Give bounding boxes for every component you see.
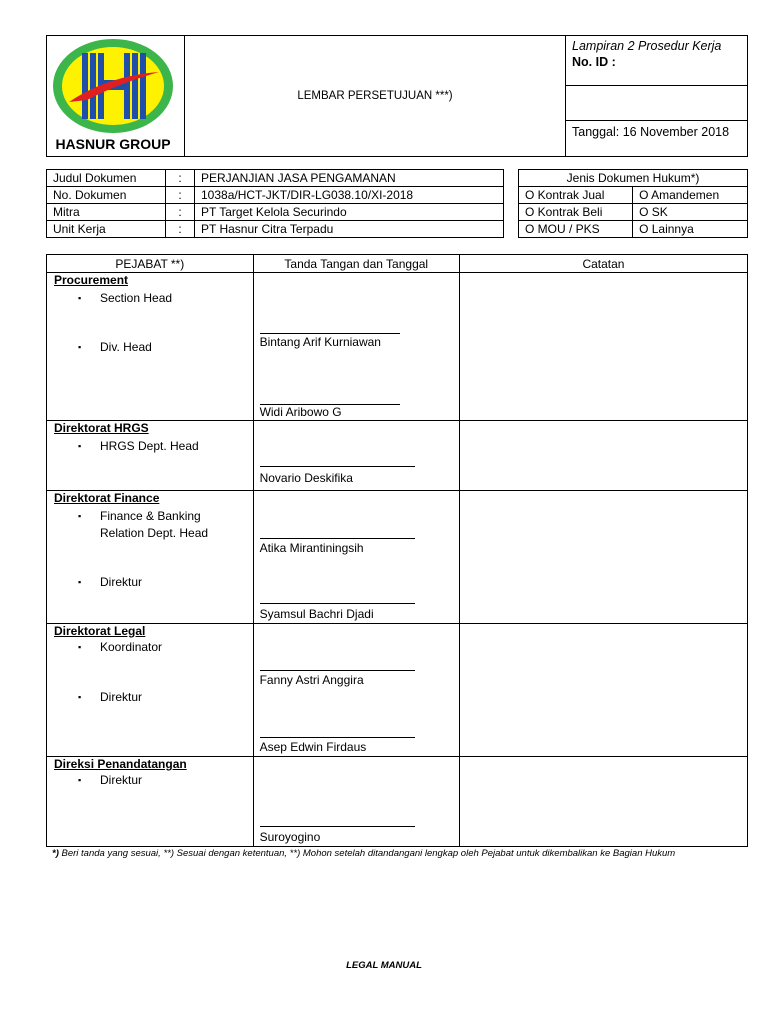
jenis-option[interactable]: O Kontrak Beli bbox=[519, 204, 633, 221]
meta-cell bbox=[566, 36, 748, 157]
signature-line[interactable] bbox=[260, 333, 400, 334]
signature-line[interactable] bbox=[260, 670, 415, 671]
doc-info-sep: : bbox=[166, 221, 195, 238]
logo-text: HASNUR GROUP bbox=[55, 136, 171, 152]
doc-info-row bbox=[47, 170, 504, 187]
role-label: Koordinator bbox=[100, 640, 163, 654]
doc-info-value: PT Target Kelola Securindo bbox=[195, 204, 504, 221]
section-title: Direksi Penandatangan bbox=[54, 757, 187, 771]
bullet-icon: ▪ bbox=[78, 293, 82, 303]
doc-info-row bbox=[47, 187, 504, 204]
meta-blank bbox=[566, 86, 747, 121]
lampiran-label: Lampiran 2 Prosedur Kerja bbox=[572, 39, 722, 53]
approval-section-legal bbox=[47, 624, 748, 757]
role-label: Section Head bbox=[100, 291, 173, 305]
bullet-icon: ▪ bbox=[78, 441, 82, 451]
doc-info-row bbox=[47, 204, 504, 221]
signature-line[interactable] bbox=[260, 737, 415, 738]
section-title: Direktorat Legal bbox=[54, 624, 146, 638]
signer-name: Atika Mirantiningsih bbox=[259, 541, 364, 555]
page-footer: LEGAL MANUAL bbox=[346, 960, 422, 971]
approval-table bbox=[46, 254, 748, 847]
signer-name: Fanny Astri Anggira bbox=[259, 673, 364, 687]
catatan-cell[interactable] bbox=[459, 624, 747, 757]
bullet-icon: ▪ bbox=[78, 577, 82, 587]
role-label: Direktur bbox=[100, 690, 143, 704]
logo-cell bbox=[47, 36, 185, 157]
no-id-label: No. ID : bbox=[572, 55, 616, 69]
bullet-icon: ▪ bbox=[78, 511, 82, 521]
signature-line[interactable] bbox=[260, 538, 415, 539]
signer-name: Asep Edwin Firdaus bbox=[259, 740, 367, 754]
role-label: Direktur bbox=[100, 773, 143, 787]
signer-name: Bintang Arif Kurniawan bbox=[259, 335, 381, 349]
signature-line[interactable] bbox=[260, 826, 415, 827]
catatan-cell[interactable] bbox=[459, 757, 747, 847]
section-title: Direktorat HRGS bbox=[54, 421, 149, 435]
footnote bbox=[52, 847, 752, 860]
bullet-icon: ▪ bbox=[78, 642, 82, 652]
role-label: Finance & Banking bbox=[100, 509, 201, 523]
signer-name: Syamsul Bachri Djadi bbox=[259, 607, 374, 621]
jenis-dokumen-table bbox=[518, 169, 748, 238]
doc-info-value: PERJANJIAN JASA PENGAMANAN bbox=[195, 170, 504, 187]
document-info-table bbox=[46, 169, 504, 238]
doc-info-value: 1038a/HCT-JKT/DIR-LG038.10/XI-2018 bbox=[195, 187, 504, 204]
footnote-lead: *) bbox=[52, 848, 59, 859]
signature-line[interactable] bbox=[260, 603, 415, 604]
jenis-option[interactable]: O SK bbox=[633, 204, 748, 221]
doc-info-row bbox=[47, 221, 504, 238]
doc-info-key: No. Dokumen bbox=[47, 187, 166, 204]
role-label: Direktur bbox=[100, 575, 143, 589]
doc-info-sep: : bbox=[166, 170, 195, 187]
doc-info-sep: : bbox=[166, 204, 195, 221]
document-header bbox=[46, 35, 748, 157]
jenis-option[interactable]: O Lainnya bbox=[633, 221, 748, 238]
role-label: HRGS Dept. Head bbox=[100, 439, 199, 453]
signer-name: Suroyogino bbox=[259, 830, 321, 844]
section-title: Direktorat Finance bbox=[54, 491, 160, 505]
bullet-icon: ▪ bbox=[78, 342, 82, 352]
bullet-icon: ▪ bbox=[78, 775, 82, 785]
signer-name: Widi Aribowo G bbox=[259, 405, 342, 419]
footnote-text: Beri tanda yang sesuai, **) Sesuai dengan ketentuan, **) Mohon setelah ditandangani lengkap oleh Pejabat untuk dikembalikan ke Bagian Hukum bbox=[58, 848, 676, 859]
catatan-cell[interactable] bbox=[459, 273, 747, 421]
bullet-icon: ▪ bbox=[78, 692, 82, 702]
col-header-catatan: Catatan bbox=[459, 255, 747, 273]
doc-info-key: Unit Kerja bbox=[47, 221, 166, 238]
doc-info-key: Judul Dokumen bbox=[47, 170, 166, 187]
tanggal-label: Tanggal: 16 November 2018 bbox=[572, 125, 730, 139]
approval-section-direksi bbox=[47, 757, 748, 847]
role-label: Relation Dept. Head bbox=[100, 526, 209, 540]
signer-name: Novario Deskifika bbox=[259, 471, 353, 485]
catatan-cell[interactable] bbox=[459, 491, 747, 624]
col-header-signature: Tanda Tangan dan Tanggal bbox=[253, 255, 459, 273]
jenis-option[interactable]: O Kontrak Jual bbox=[519, 187, 633, 204]
hasnur-logo bbox=[47, 36, 183, 153]
approval-section-finance bbox=[47, 491, 748, 624]
approval-section-hrgs bbox=[47, 421, 748, 491]
doc-info-sep: : bbox=[166, 187, 195, 204]
jenis-option[interactable]: O Amandemen bbox=[633, 187, 748, 204]
catatan-cell[interactable] bbox=[459, 421, 747, 491]
doc-info-value: PT Hasnur Citra Terpadu bbox=[195, 221, 504, 238]
section-title: Procurement bbox=[54, 273, 129, 287]
jenis-option[interactable]: O MOU / PKS bbox=[519, 221, 633, 238]
approval-section-procurement bbox=[47, 273, 748, 421]
signature-line[interactable] bbox=[260, 466, 415, 467]
jenis-title: Jenis Dokumen Hukum*) bbox=[519, 170, 748, 187]
form-title: LEMBAR PERSETUJUAN ***) bbox=[185, 36, 566, 157]
role-label: Div. Head bbox=[100, 340, 152, 354]
col-header-pejabat: PEJABAT **) bbox=[47, 255, 254, 273]
doc-info-key: Mitra bbox=[47, 204, 166, 221]
